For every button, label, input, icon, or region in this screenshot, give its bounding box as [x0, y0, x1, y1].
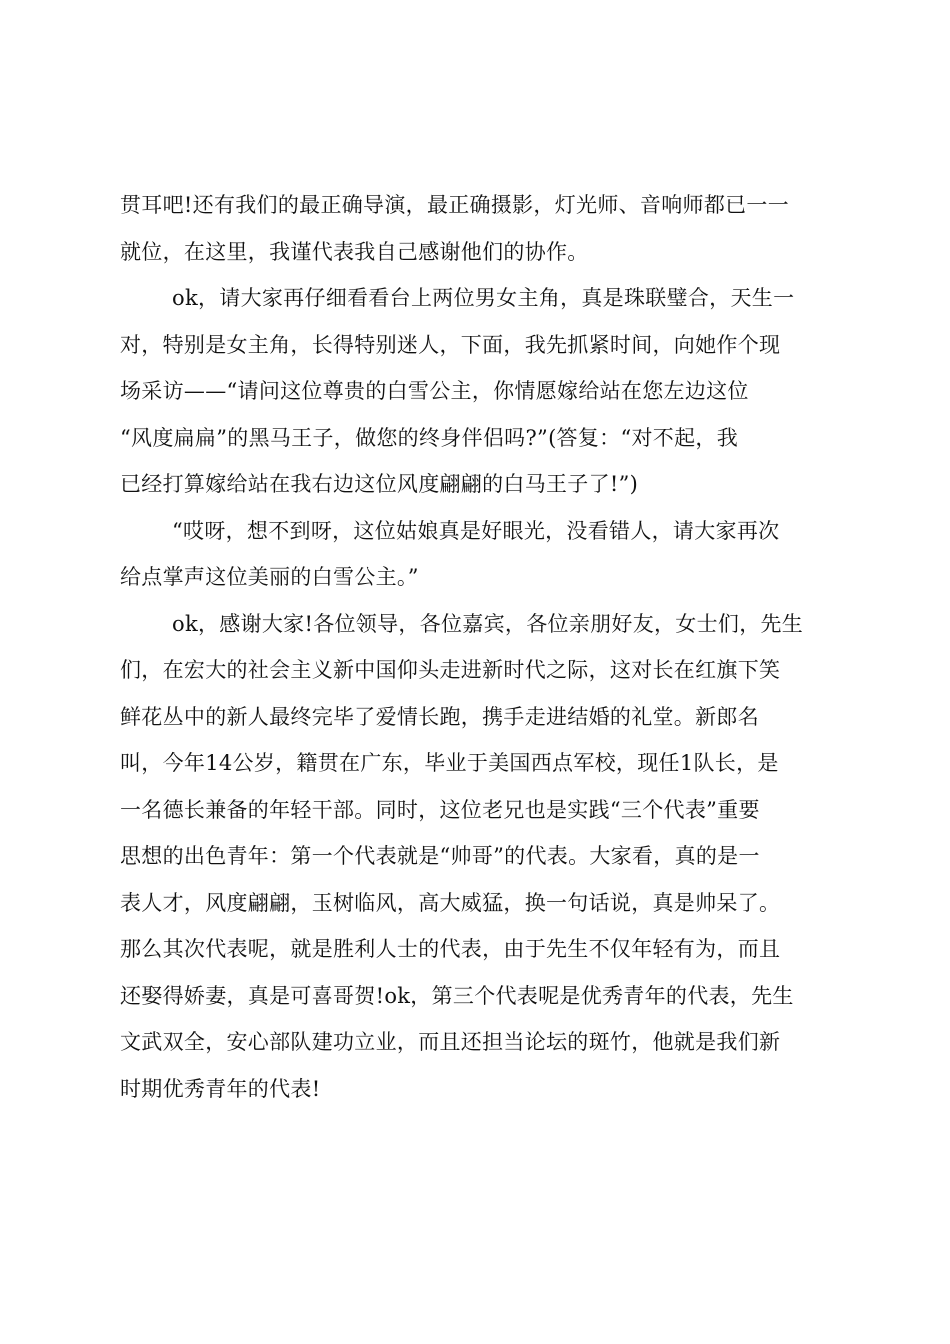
text-line: 还娶得娇妻，真是可喜哥贺!ok，第三个代表呢是优秀青年的代表，先生: [120, 983, 794, 1008]
text-line: 给点掌声这位美丽的白雪公主。”: [120, 565, 419, 589]
text-line: 一名德长兼备的年轻干部。同时，这位老兄也是实践“三个代表”重要: [120, 797, 760, 822]
text-line: 时期优秀青年的代表!: [120, 1076, 321, 1101]
text-line: 鲜花丛中的新人最终完毕了爱情长跑，携手走进结婚的礼堂。新郎名: [120, 704, 759, 729]
text-line: ok，感谢大家!各位领导，各位嘉宾，各位亲朋好友，女士们，先生: [172, 611, 804, 636]
text-line: “哎呀，想不到呀，这位姑娘真是好眼光，没看错人，请大家再次: [172, 518, 780, 543]
text-line: 贯耳吧!还有我们的最正确导演，最正确摄影，灯光师、音响师都已一一: [120, 193, 790, 217]
document-body: [120, 182, 830, 1112]
text-line: 就位，在这里，我谨代表我自己感谢他们的协作。: [120, 239, 589, 264]
text-line: 文武双全，安心部队建功立业，而且还担当论坛的斑竹，他就是我们新: [120, 1030, 781, 1054]
text-line: 场采访——“请问这位尊贵的白雪公主，你情愿嫁给站在您左边这位: [120, 379, 749, 403]
text-line: 思想的出色青年：第一个代表就是“帅哥”的代表。大家看，真的是一: [120, 844, 760, 868]
text-line: 们，在宏大的社会主义新中国仰头走进新时代之际，这对长在红旗下笑: [120, 658, 781, 682]
paragraph: [120, 182, 830, 275]
text-line: 那么其次代表呢，就是胜利人士的代表，由于先生不仅年轻有为，而且: [120, 937, 781, 961]
text-line: 叫，今年14公岁，籍贯在广东，毕业于美国西点军校，现任1队长，是: [120, 751, 779, 775]
paragraph: [120, 275, 830, 508]
text-line: 对，特别是女主角，长得特别迷人，下面，我先抓紧时间，向她作个现: [120, 332, 781, 357]
text-line: 表人才，风度翩翩，玉树临风，高大威猛，换一句话说，真是帅呆了。: [120, 890, 781, 915]
text-line: ok，请大家再仔细看看台上两位男女主角，真是珠联璧合，天生一: [172, 286, 795, 310]
paragraph: [120, 508, 830, 601]
paragraph: [120, 601, 830, 1113]
text-line: 已经打算嫁给站在我右边这位风度翩翩的白马王子了!”): [120, 472, 639, 496]
text-line: “风度扁扁”的黑马王子，做您的终身伴侣吗?”(答复：“对不起，我: [120, 425, 738, 450]
